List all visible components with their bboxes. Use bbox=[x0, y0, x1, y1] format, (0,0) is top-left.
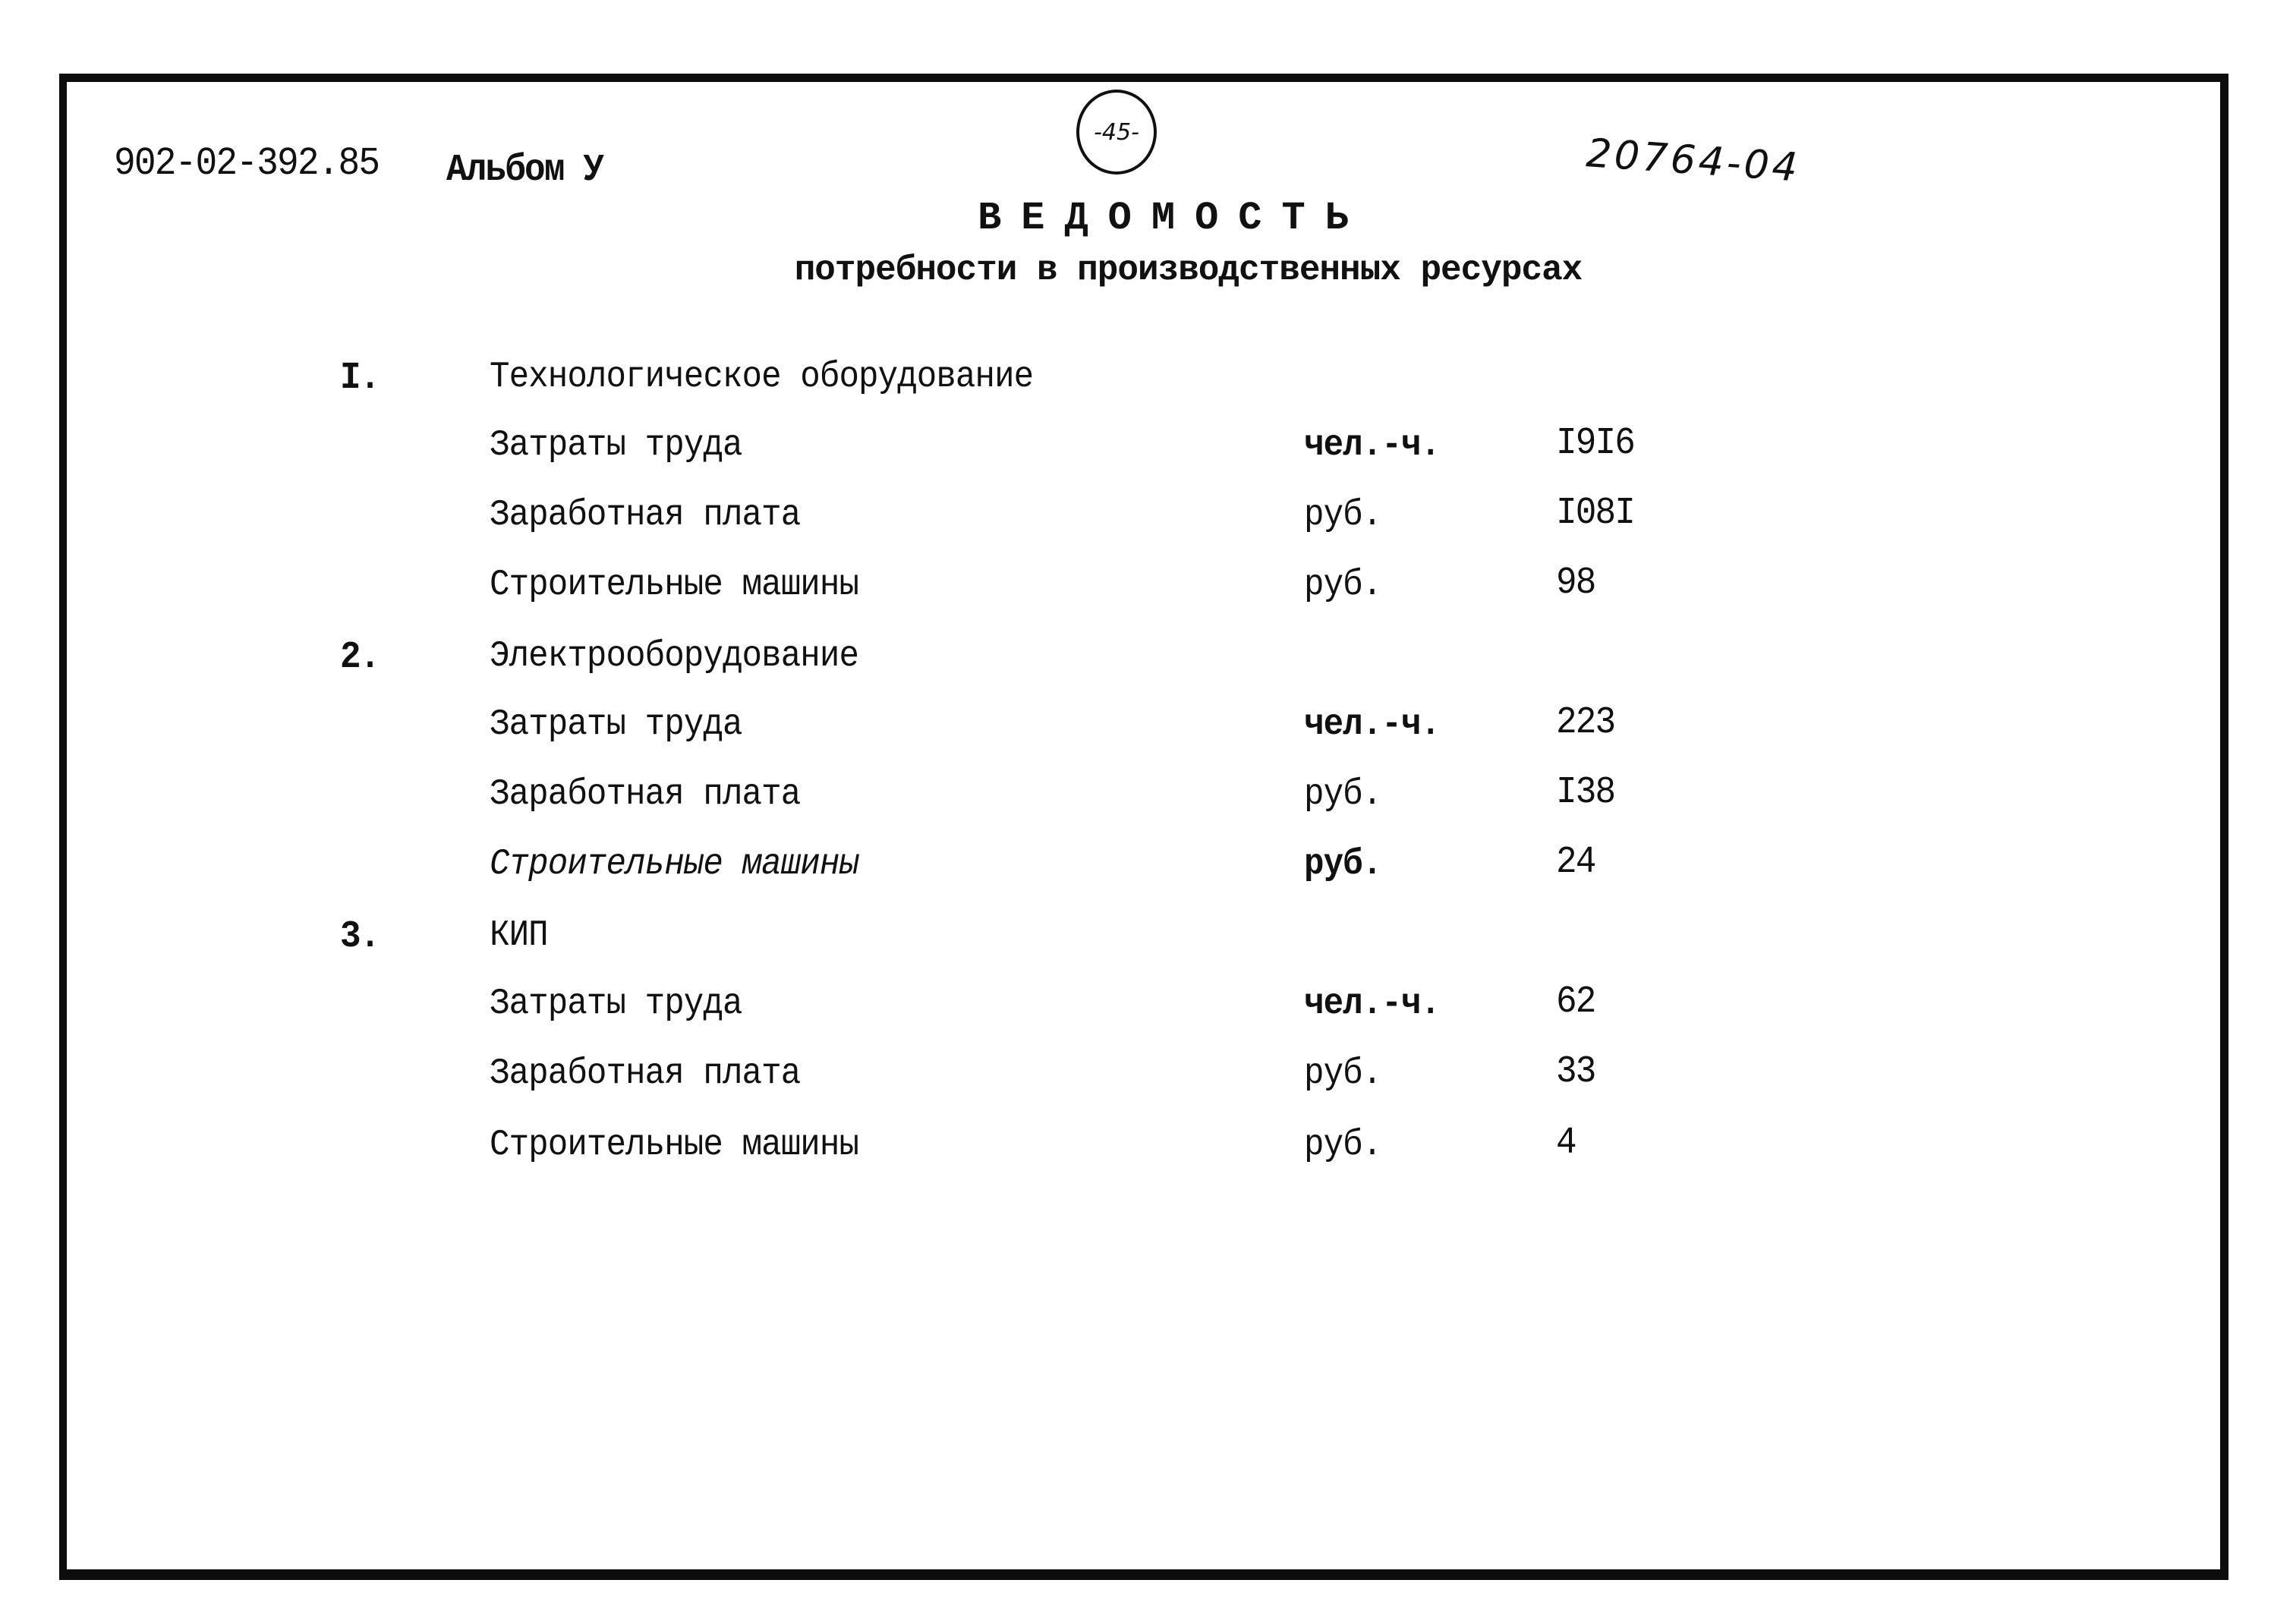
section-title: Технологическое оборудование bbox=[490, 357, 1034, 398]
row-unit: руб. bbox=[1304, 565, 1382, 606]
row-unit: руб. bbox=[1304, 1125, 1382, 1166]
row-label: Затраты труда bbox=[490, 704, 742, 745]
page-number-stamp bbox=[1076, 90, 1157, 175]
row-value: 62 bbox=[1556, 980, 1595, 1024]
document-code: 902-02-392.85 bbox=[114, 141, 380, 186]
document-title: ВЕДОМОСТЬ bbox=[978, 196, 1369, 241]
row-unit: чел.-ч. bbox=[1304, 425, 1441, 466]
row-label: Затраты труда bbox=[490, 984, 742, 1024]
row-label: Строительные машины bbox=[490, 565, 859, 606]
row-unit: руб. bbox=[1304, 844, 1382, 885]
album-label: Альбом У bbox=[446, 149, 603, 192]
row-value: 4 bbox=[1556, 1122, 1576, 1165]
row-value: I9I6 bbox=[1556, 422, 1635, 465]
row-label: Строительные машины bbox=[490, 844, 859, 885]
row-value: I08I bbox=[1556, 492, 1635, 535]
row-value: I38 bbox=[1556, 771, 1615, 814]
row-label: Затраты труда bbox=[490, 425, 742, 466]
section-title: Электрооборудование bbox=[490, 636, 859, 677]
section-number: I. bbox=[340, 357, 380, 400]
row-unit: руб. bbox=[1304, 774, 1382, 815]
row-label: Заработная плата bbox=[490, 495, 801, 536]
document-frame-border bbox=[59, 74, 2228, 1580]
row-value: 24 bbox=[1556, 841, 1595, 884]
row-unit: чел.-ч. bbox=[1304, 984, 1441, 1024]
section-number: 2. bbox=[340, 636, 380, 679]
row-unit: руб. bbox=[1304, 1053, 1382, 1094]
section-number: 3. bbox=[340, 915, 380, 958]
row-value: 33 bbox=[1556, 1050, 1595, 1094]
inventory-number: 20764-04 bbox=[1584, 131, 1802, 191]
row-label: Строительные машины bbox=[490, 1125, 859, 1166]
row-unit: чел.-ч. bbox=[1304, 704, 1441, 745]
section-title: КИП bbox=[490, 915, 548, 956]
document-subtitle: потребности в производственных ресурсах bbox=[794, 250, 1583, 290]
row-label: Заработная плата bbox=[490, 774, 801, 815]
row-label: Заработная плата bbox=[490, 1053, 801, 1094]
row-value: 223 bbox=[1556, 701, 1615, 744]
row-unit: руб. bbox=[1304, 495, 1382, 536]
page-number: -45- bbox=[1094, 118, 1139, 146]
row-value: 98 bbox=[1556, 562, 1595, 605]
